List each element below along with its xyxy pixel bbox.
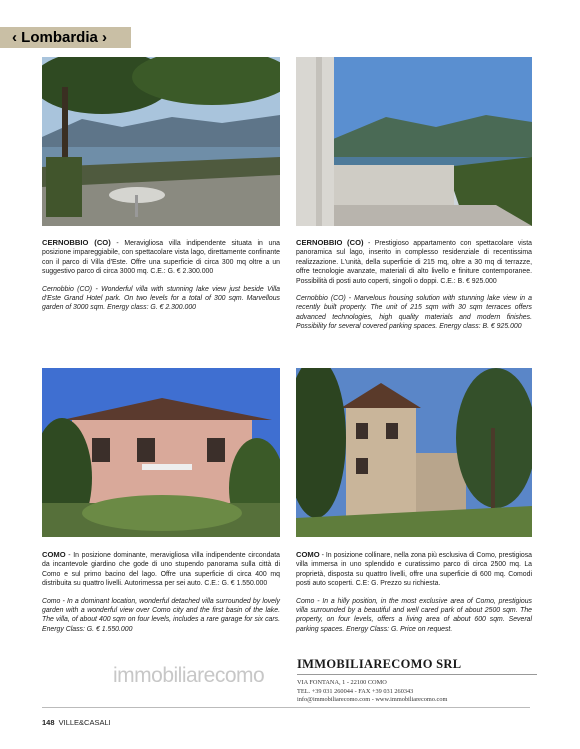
agency-name: IMMOBILIARECOMO SRL xyxy=(297,657,537,675)
listing-4 xyxy=(296,550,532,634)
region-tab: ‹ Lombardia › xyxy=(0,27,131,48)
listing-4-english: Como - In a hilly position, in the most exclusive area of Como, prestigious villa surrounded by a beautiful and well cared park of about 2500 sqm. The property, on four levels, offers a living area of about 600 sqm. Several parking spaces. Energy Class: G. Price on request. xyxy=(296,597,532,633)
photo-como-villa xyxy=(42,368,280,537)
listing-3-italian-text: - In posizione dominante, meravigliosa villa indipendente circondata da incantevole giardino che gode di uno stupendo panorama sulla città di Como e sul primo bacino del lago. Offre una superficie di circa 400 mq distribuita su quattro livelli. Autorimessa per sei auto. C.E.: G. € 1.550.000 xyxy=(42,552,280,588)
listing-4-location: COMO xyxy=(296,550,320,559)
footer-divider xyxy=(42,707,530,708)
listing-2-english: Cernobbio (CO) - Marvelous housing solution with stunning lake view in a recently built property. The unit of 215 sqm with 30 sqm terraces offers advanced technologies, high quality materials and modern finishes. Possibility for several covered parking spaces. Energy class: B. € 925.000 xyxy=(296,295,532,331)
agency-address: VIA FONTANA, 1 - 22100 COMO xyxy=(297,679,387,686)
listing-3-english: Como - In a dominant location, wonderful detached villa surrounded by lovely garden with a wonderful view over Como city and the first basin of the lake. The villa, of about 400 sqm on four levels, includes a rare garage for six cars. Energy Class: G. € 1.550.000 xyxy=(42,597,280,633)
listing-4-italian xyxy=(296,550,532,589)
photo-cernobbio-villa xyxy=(42,57,280,226)
listing-3-location: COMO xyxy=(42,550,66,559)
listing-3 xyxy=(42,550,280,634)
listing-2 xyxy=(296,238,532,332)
listing-3-italian xyxy=(42,550,280,589)
listing-1 xyxy=(42,238,280,313)
photo-como-historic-villa xyxy=(296,368,532,537)
listing-1-english: Cernobbio (CO) - Wonderful villa with stunning lake view just beside Villa d'Este Grand Hotel park. On two levels for a total of 300 sqm. Marvellous garden of 3000 sqm. Energy class: G. € 2.300.000 xyxy=(42,285,280,312)
listing-1-italian-text: - Meravigliosa villa indipendente situata in una posizione impareggiabile, con spettacolare vista lago, direttamente confinante con il parco di Villa d'Este. Offre una superficie di circa 300 mq oltre a un suggestivo parco di circa 3000 mq. C.E.: G. € 2.300.000 xyxy=(42,240,281,276)
listing-2-location: CERNOBBIO (CO) xyxy=(296,238,364,247)
listing-1-italian xyxy=(42,238,280,277)
agency-contact[interactable]: info@immobiliarecomo.com - www.immobiliarecomo.com xyxy=(297,696,448,704)
page-number: 148 xyxy=(42,718,55,727)
listing-1-location: CERNOBBIO (CO) xyxy=(42,238,111,247)
listing-2-italian-text: - Prestigioso appartamento con spettacolare vista panoramica sul lago, inserito in complesso residenziale di recentissima realizzazione. L'unità, della superficie di 215 mq, oltre a 30 mq di terrazze, offre tecnologie avanzate, materiali di alto livello e finiture contemporanee. Possibilità di posti auto coperti, singoli o doppi. C.E.: B. € 925.000 xyxy=(296,240,532,285)
magazine-name: VILLE&CASALI xyxy=(58,718,111,727)
photo-cernobbio-apartment xyxy=(296,57,532,226)
agency-contact-box xyxy=(297,657,537,705)
listing-4-italian-text: - In posizione collinare, nella zona più esclusiva di Como, prestigiosa villa immersa in uno splendido e curatissimo parco di circa 2500 mq. La proprietà, disposta su quattro livelli, offre una superficie di 600 mq. Comodi posti auto scoperti. C.E: G. Prezzo su richiesta. xyxy=(296,552,532,588)
listing-2-italian xyxy=(296,238,532,286)
page-footer xyxy=(42,718,111,727)
agency-phone: TEL. +39 031 260044 - FAX +39 031 260343 xyxy=(297,687,414,695)
agency-logo: immobiliarecomo xyxy=(113,664,265,687)
